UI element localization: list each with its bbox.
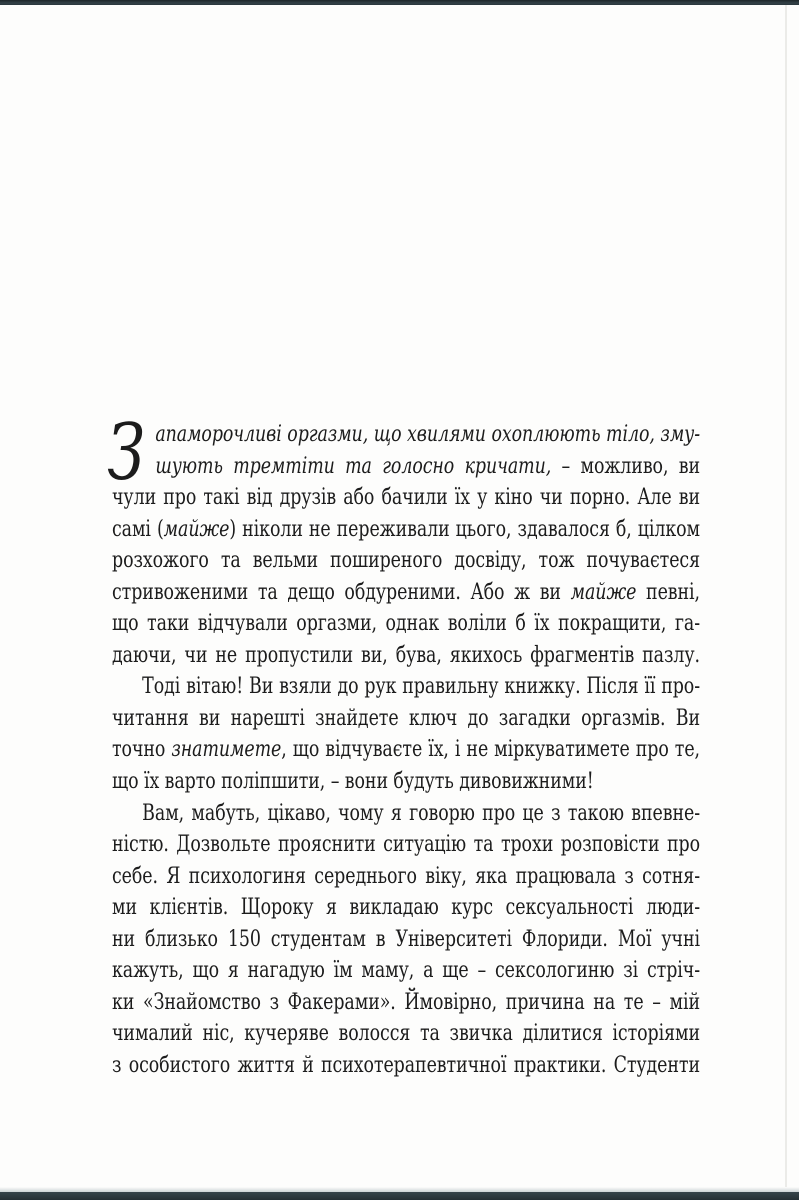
text-line: апаморочливі оргазми, що хвилями охоплюють тіло, зму- [155, 421, 701, 447]
text-line: стривоженими та дещо обдуреними. Або ж ви майже певні, [112, 578, 701, 605]
text-line: Вам, мабуть, цікаво, чому я говорю про це з такою впевне- [142, 799, 701, 826]
drop-cap: З [107, 408, 145, 498]
text-line: шують тремтіти та голосно кричати, – можливо, ви [155, 452, 701, 479]
text-line: чималий ніс, кучеряве волосся та звичка ділитися історіями [112, 1020, 701, 1047]
text-line: ни близько 150 студентам в Університеті Флориди. Мої учні [112, 925, 701, 952]
text-line: що таки відчували оргазми, однак воліли б їх покращити, га- [112, 610, 701, 637]
text-line: кажуть, що я нагадую їм маму, а ще – сексологиню зі стріч- [112, 957, 701, 984]
top-cover-edge [0, 0, 799, 5]
bottom-cover-edge [0, 1192, 799, 1200]
text-line: розхожого та вельми поширеного досвіду, тож почуваєтеся [112, 547, 701, 574]
text-line: даючи, чи не пропустили ви, бува, якихось фрагментів пазлу. [112, 641, 701, 668]
text-line: чули про такі від друзів або бачили їх у кіно чи порно. Але ви [112, 484, 701, 511]
text-line: Тоді вітаю! Ви взяли до рук правильну книжку. Після її про- [142, 673, 701, 700]
text-block [107, 408, 701, 1081]
text-line: з особистого життя й психотерапевтичної практики. Студенти [112, 1051, 701, 1078]
text-line: точно знатимете, що відчуваєте їх, і не міркуватимете про те, [112, 736, 701, 763]
text-line: ки «Знайомство з Факерами». Ймовірно, причина на те – мій [112, 988, 701, 1015]
text-line: ми клієнтів. Щороку я викладаю курс сексуальності люди- [112, 894, 701, 921]
text-line: себе. Я психологиня середнього віку, яка працювала з сотня- [112, 862, 701, 889]
text-line: самі (майже) ніколи не переживали цього, здавалося б, цілком [112, 515, 701, 542]
text-line: ністю. Дозвольте прояснити ситуацію та трохи розповісти про [112, 831, 701, 858]
text-line: що їх варто поліпшити, – вони будуть дивовижними! [112, 768, 594, 795]
text-line: читання ви нарешті знайдете ключ до загадки оргазмів. Ви [112, 704, 701, 731]
page-edge-line [785, 5, 787, 1187]
